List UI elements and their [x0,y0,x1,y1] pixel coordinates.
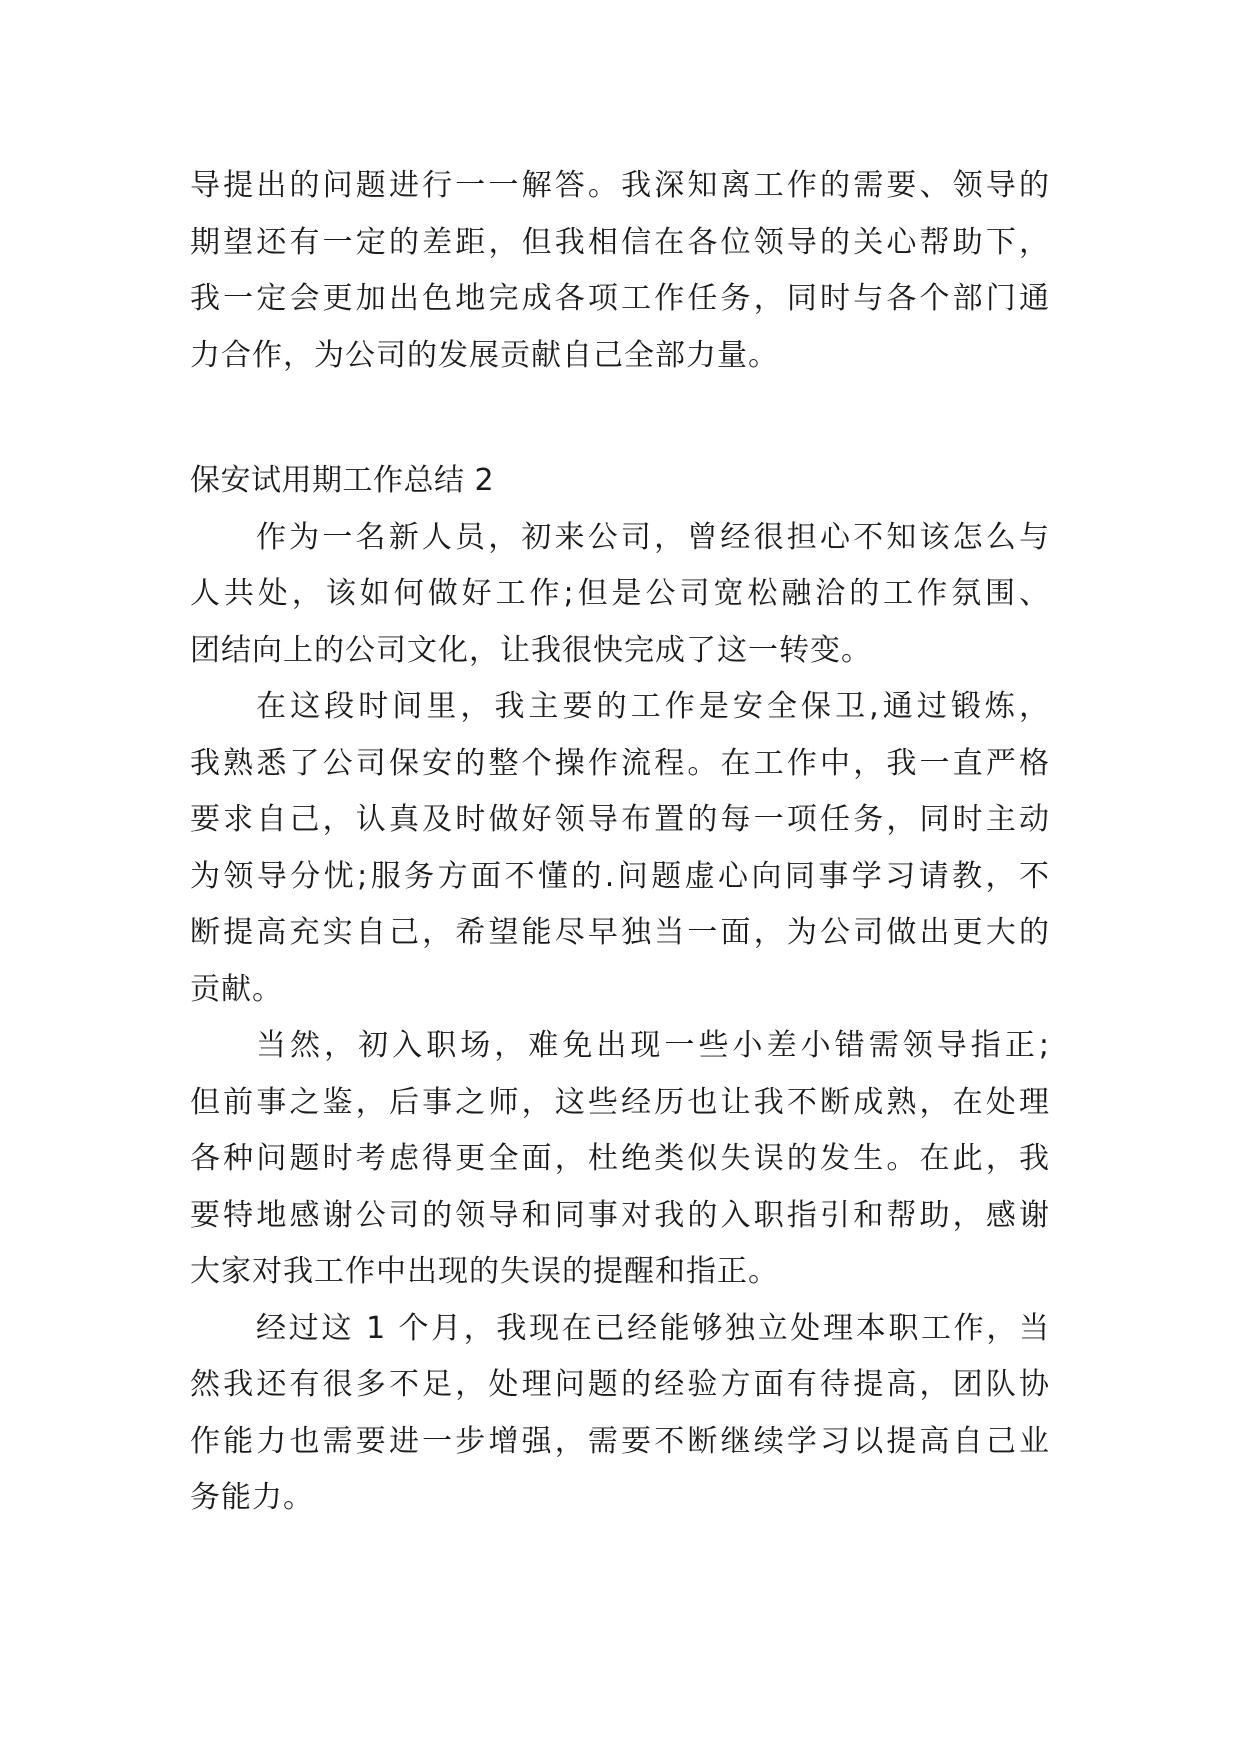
text-line: 要求自己，认真及时做好领导布置的每一项任务，同时主动 [190,802,1050,837]
section-spacer [190,384,1050,453]
text-line: 导提出的问题进行一一解答。我深知离工作的需要、领导的 [190,168,1050,203]
document-body [190,158,1050,1527]
text-line: 大家对我工作中出现的失误的提醒和指正。 [190,1254,779,1289]
text-line: 经过这 1 个月，我现在已经能够独立处理本职工作，当 [256,1310,1050,1346]
text-line: 人共处，该如何做好工作;但是公司宽松融洽的工作氛围、 [190,576,1050,611]
text-line: 作为一名新人员，初来公司，曾经很担心不知该怎么与 [256,519,1050,555]
intro-paragraph [190,158,1050,384]
paragraph-1 [190,510,1050,680]
paragraph-2 [190,679,1050,1018]
text-line: 要特地感谢公司的领导和同事对我的入职指引和帮助，感谢 [190,1197,1050,1233]
text-line: 但前事之鉴，后事之师，这些经历也让我不断成熟，在处理 [190,1084,1050,1120]
text-line: 断提高充实自己，希望能尽早独当一面，为公司做出更大的 [190,915,1050,950]
text-line: 在这段时间里，我主要的工作是安全保卫,通过锻炼， [256,689,1050,724]
text-line: 我熟悉了公司保安的整个操作流程。在工作中，我一直严格 [190,745,1050,781]
text-line: 当然，初入职场，难免出现一些小差小错需领导指正; [256,1028,1050,1063]
text-line: 务能力。 [190,1480,314,1515]
text-line: 为领导分忧;服务方面不懂的.问题虚心向同事学习请教，不 [190,858,1050,894]
text-line: 作能力也需要进一步增强，需要不断继续学习以提高自己业 [190,1423,1050,1459]
text-line: 各种问题时考虑得更全面，杜绝类似失误的发生。在此，我 [190,1141,1050,1176]
text-line: 期望还有一定的差距，但我相信在各位领导的关心帮助下， [190,224,1050,260]
section-title: 保安试用期工作总结 2 [190,463,495,498]
paragraph-3 [190,1018,1050,1301]
paragraph-4 [190,1301,1050,1527]
text-line: 贡献。 [190,971,283,1007]
text-line: 力合作，为公司的发展贡献自己全部力量。 [190,337,779,373]
text-line: 然我还有很多不足，处理问题的经验方面有待提高，团队协 [190,1367,1050,1402]
text-line: 团结向上的公司文化，让我很快完成了这一转变。 [190,632,872,668]
text-line: 我一定会更加出色地完成各项工作任务，同时与各个部门通 [190,281,1050,316]
